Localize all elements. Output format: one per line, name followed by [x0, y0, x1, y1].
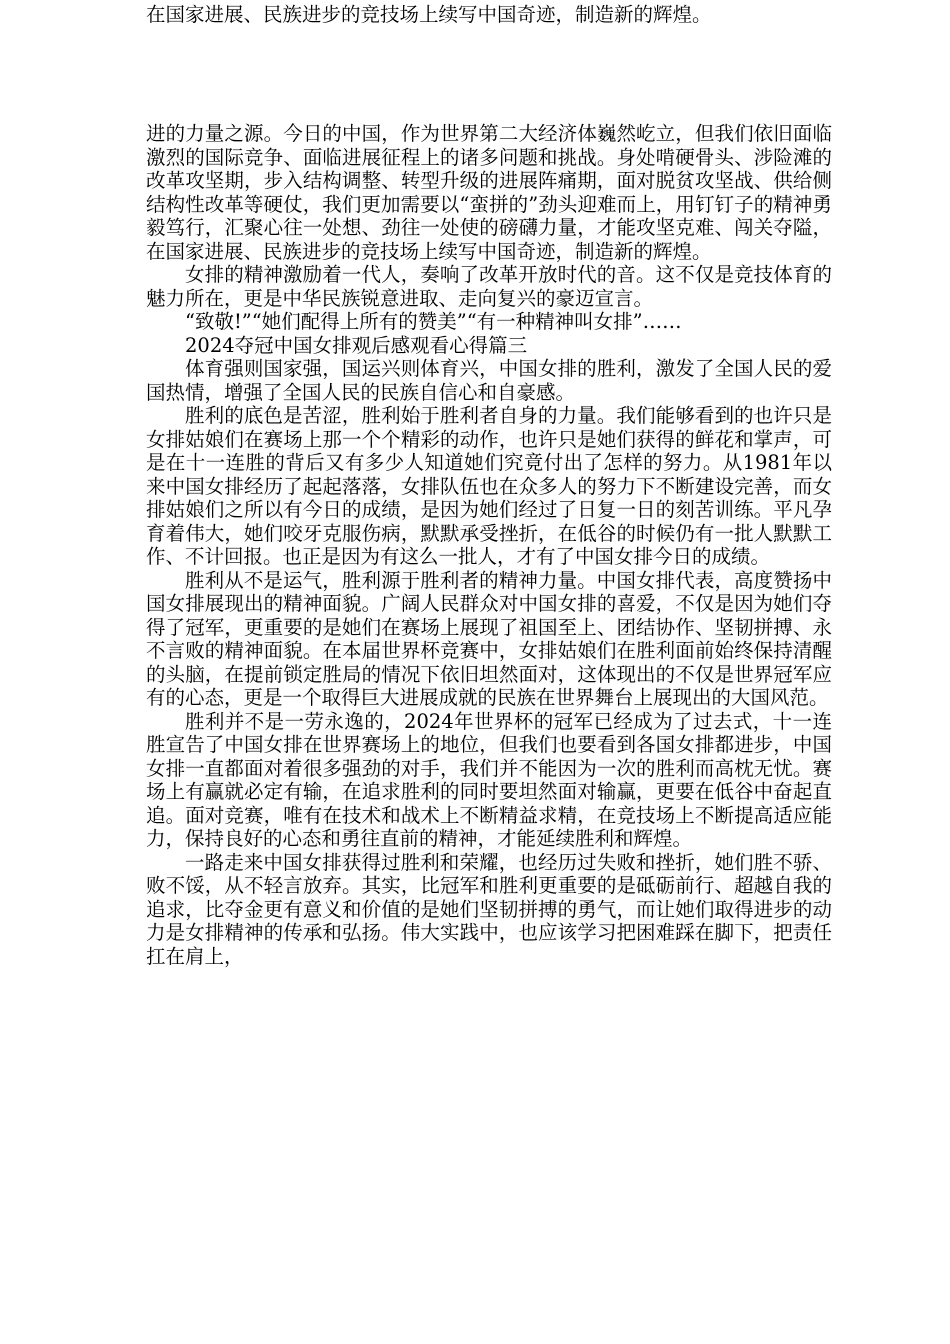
paragraph-2: “致敬!”“她们配得上所有的赞美”“有一种精神叫女排”……	[185, 310, 682, 333]
paragraph-7: 胜利并不是一劳永逸的，2024年世界杯的冠军已经成为了过去式，十一连胜宣告了中国女排在世界赛场上的地位，但我们也要看到各国女排都进步，中国女排一直都面对着很多强劲的对手，我们并不能因为一次的胜利而高枕无忧。赛场上有赢就必定有输，在追求胜利的同时要坦然面对输赢，更要在低谷中奋起直追。面对竞赛，唯有在技术和战术上不断精益求精，在竞技场上不断提高适应能力，保持良好的心态和勇往直前的精神，才能延续胜利和辉煌。	[146, 709, 832, 850]
section-heading: 2024夺冠中国女排观后感观看心得篇三	[185, 333, 528, 357]
paragraph-top-0: 在国家进展、民族进步的竞技场上续写中国奇迹，制造新的辉煌。	[146, 3, 712, 26]
paragraph-6: 胜利从不是运气，胜利源于胜利者的精神力量。中国女排代表，高度赞扬中国女排展现出的精神面貌。广阔人民群众对中国女排的喜爱，不仅是因为她们夺得了冠军，更重要的是她们在赛场上展现了祖国至上、团结协作、坚韧拼搏、永不言败的精神面貌。在本届世界杯竞赛中，女排姑娘们在胜利面前始终保持清醒的头脑，在提前锁定胜局的情况下依旧坦然面对，这体现出的不仅是世界冠军应有的心态，更是一个取得巨大进展成就的民族在世界舞台上展现出的大国风范。	[146, 568, 832, 709]
paragraph-4: 体育强则国家强，国运兴则体育兴，中国女排的胜利，激发了全国人民的爱国热情，增强了全国人民的民族自信心和自豪感。	[146, 357, 832, 404]
main-text-block	[146, 122, 832, 968]
paragraph-5: 胜利的底色是苦涩，胜利始于胜利者自身的力量。我们能够看到的也许只是女排姑娘们在赛场上那一个个精彩的动作，也许只是她们获得的鲜花和掌声，可是在十一连胜的背后又有多少人知道她们究竟付出了怎样的努力。从1981年以来中国女排经历了起起落落，女排队伍也在众多人的努力下不断建设完善，而女排姑娘们之所以有今日的成绩，是因为她们经过了日复一日的刻苦训练。平凡孕育着伟大，她们咬牙克服伤病，默默承受挫折，在低谷的时候仍有一批人默默工作、不计回报。也正是因为有这么一批人，才有了中国女排今日的成绩。	[146, 404, 832, 568]
paragraph-0: 进的力量之源。今日的中国，作为世界第二大经济体巍然屹立，但我们依旧面临激烈的国际竞争、面临进展征程上的诸多问题和挑战。身处啃硬骨头、涉险滩的改革攻坚期，步入结构调整、转型升级的进展阵痛期，面对脱贫攻坚战、供给侧结构性改革等硬仗，我们更加需要以“蛮拼的”劲头迎难而上，用钉钉子的精神勇毅笃行，汇聚心往一处想、劲往一处使的磅礴力量，才能攻坚克难、闯关夺隘，在国家进展、民族进步的竞技场上续写中国奇迹，制造新的辉煌。	[146, 122, 832, 263]
top-text-block	[146, 3, 832, 27]
paragraph-8: 一路走来中国女排获得过胜利和荣耀，也经历过失败和挫折，她们胜不骄、败不馁，从不轻言放弃。其实，比冠军和胜利更重要的是砥砺前行、超越自我的追求，比夺金更有意义和价值的是她们坚韧拼搏的勇气，而让她们取得进步的动力是女排精神的传承和弘扬。伟大实践中，也应该学习把困难踩在脚下，把责任扛在肩上，	[146, 850, 832, 968]
paragraph-1: 女排的精神激励着一代人，奏响了改革开放时代的音。这不仅是竞技体育的魅力所在，更是中华民族锐意进取、走向复兴的豪迈宣言。	[146, 263, 832, 310]
